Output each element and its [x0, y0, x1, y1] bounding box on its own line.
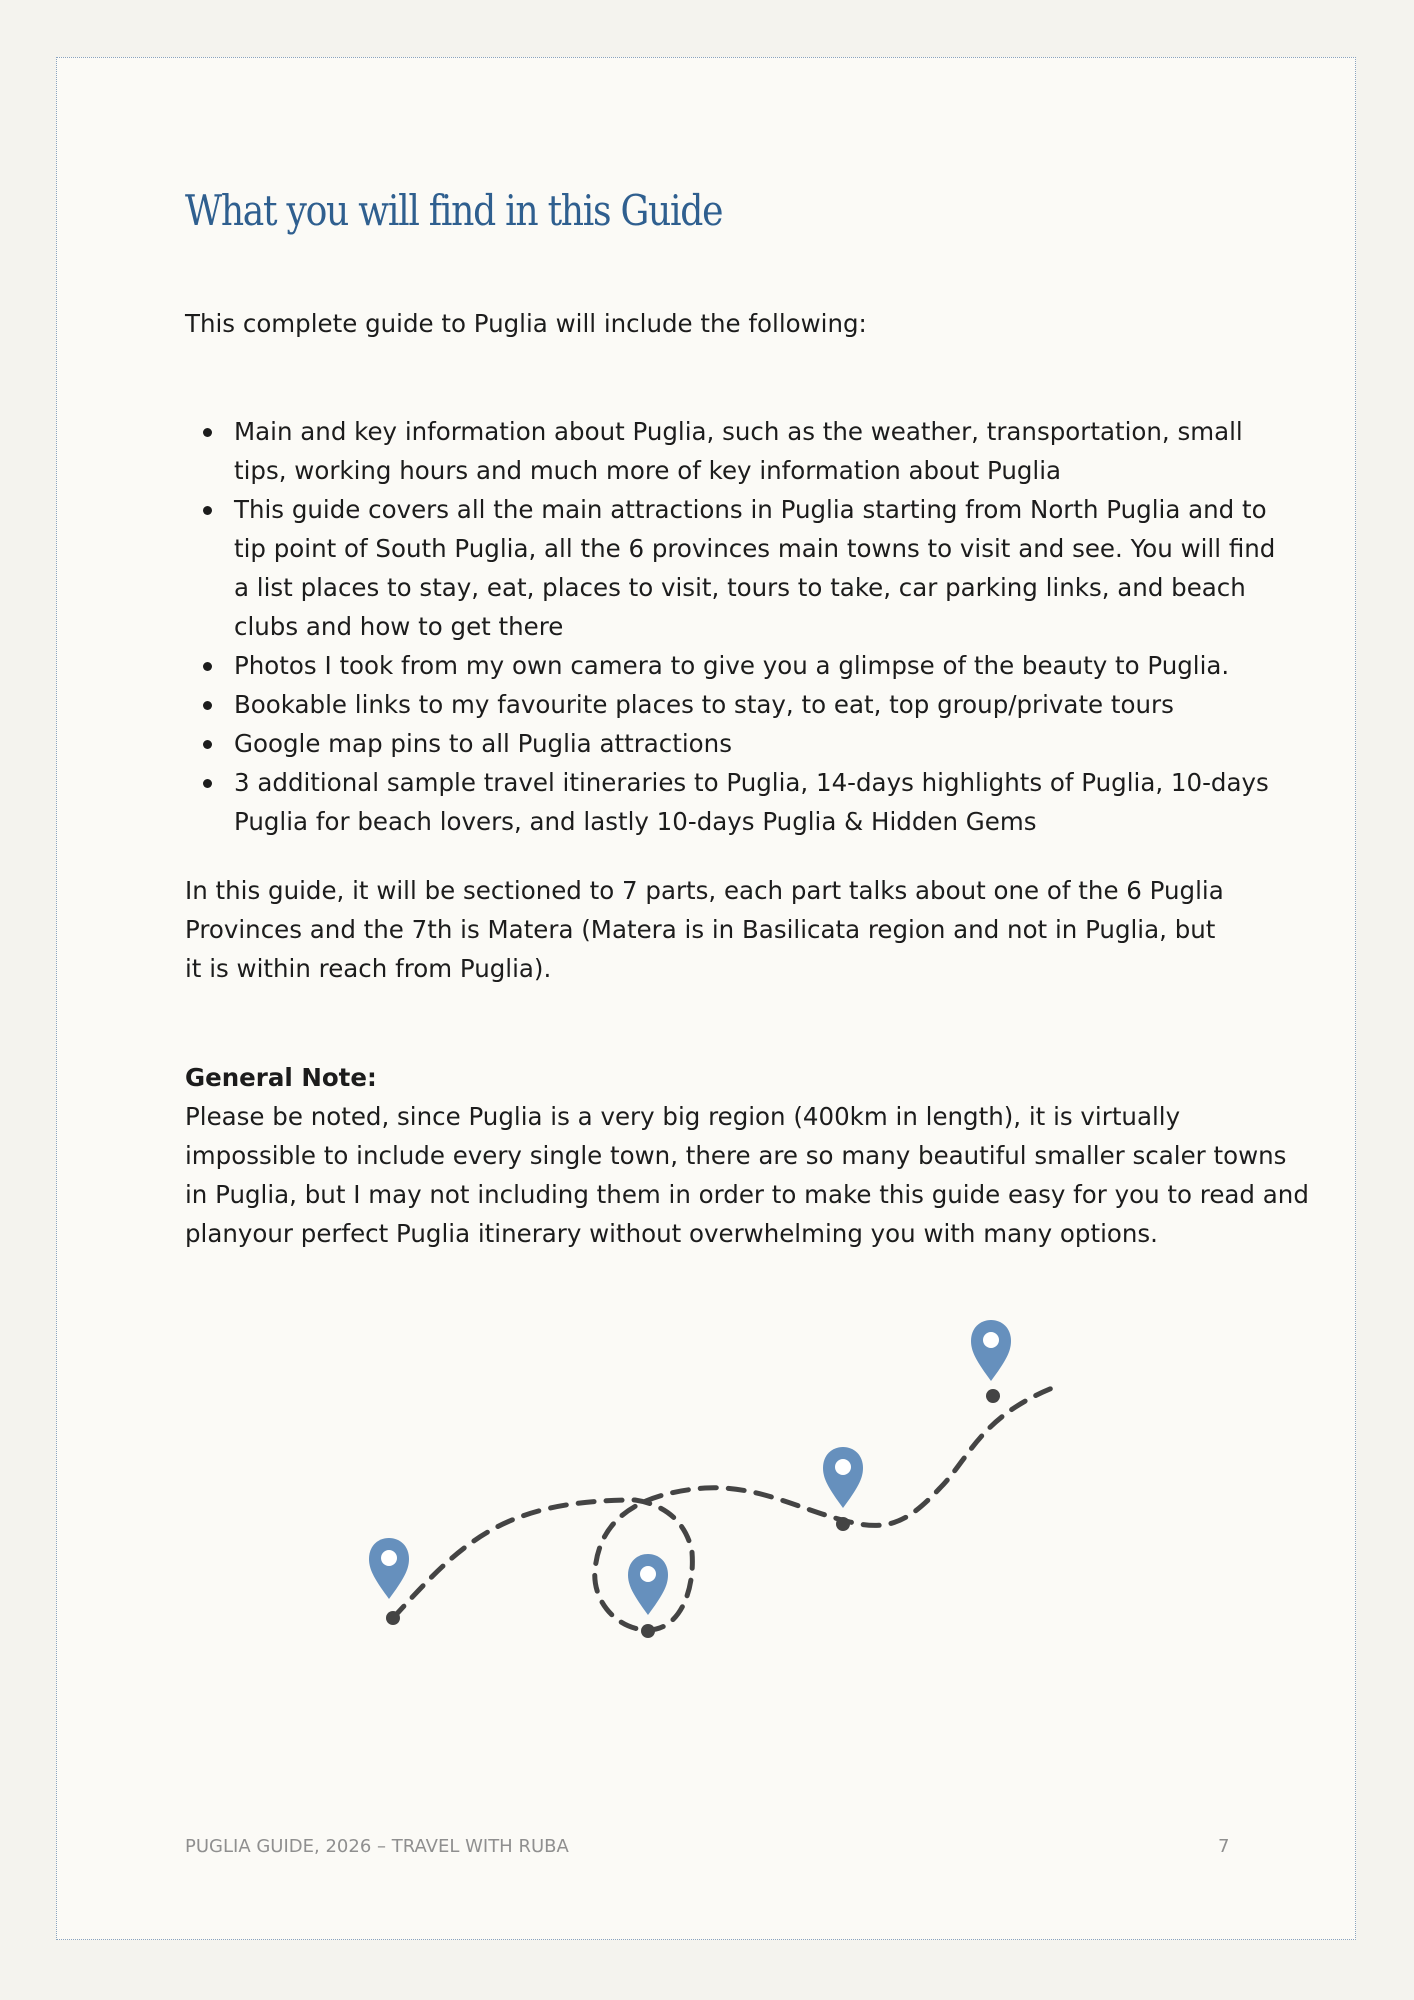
list-item-line: a list places to stay, eat, places to visit, tours to take, car parking links, and beach — [234, 573, 1246, 602]
page-title: What you will find in this Guide — [185, 186, 723, 235]
list-item — [185, 490, 1285, 646]
paragraph-line: impossible to include every single town, there are so many beautiful smaller scaler towns — [185, 1141, 1287, 1170]
paragraph-line: in Puglia, but I may not including them in order to make this guide easy for you to read and — [185, 1180, 1309, 1209]
list-item — [185, 763, 1285, 841]
sections-paragraph — [185, 871, 1224, 988]
bullet-icon — [203, 428, 212, 437]
list-item-line: tips, working hours and much more of key information about Puglia — [234, 456, 1062, 485]
footer-guide-title: PUGLIA GUIDE, 2026 – TRAVEL WITH RUBA — [185, 1836, 569, 1857]
list-item-line: Photos I took from my own camera to give you a glimpse of the beauty to Puglia. — [234, 651, 1230, 680]
bullet-icon — [203, 779, 212, 788]
map-pin-icon — [823, 1447, 863, 1531]
note-paragraph — [185, 1097, 1309, 1253]
list-item — [185, 646, 1285, 685]
dashed-route-icon — [393, 1385, 1060, 1630]
intro-text: This complete guide to Puglia will include the following: — [185, 309, 867, 338]
paragraph-line: Please be noted, since Puglia is a very big region (400km in length), it is virtually — [185, 1102, 1181, 1131]
list-item — [185, 685, 1285, 724]
list-item — [185, 724, 1285, 763]
list-item-line: 3 additional sample travel itineraries to Puglia, 14-days highlights of Puglia, 10-days — [234, 768, 1269, 797]
bullet-icon — [203, 662, 212, 671]
paragraph-line: Provinces and the 7th is Matera (Matera is in Basilicata region and not in Puglia, but — [185, 915, 1216, 944]
route-map-illustration — [330, 1300, 1090, 1660]
page-number: 7 — [1218, 1836, 1230, 1857]
bullet-icon — [203, 506, 212, 515]
feature-list — [185, 412, 1285, 841]
map-pin-icon — [971, 1320, 1011, 1403]
list-item-line: Google map pins to all Puglia attractions — [234, 729, 732, 758]
list-item-line: Bookable links to my favourite places to stay, to eat, top group/private tours — [234, 690, 1174, 719]
bullet-icon — [203, 701, 212, 710]
list-item — [185, 412, 1285, 490]
paragraph-line: it is within reach from Puglia). — [185, 954, 552, 983]
list-item-line: This guide covers all the main attractions in Puglia starting from North Puglia and to — [234, 495, 1267, 524]
paragraph-line: In this guide, it will be sectioned to 7 parts, each part talks about one of the 6 Puglia — [185, 876, 1224, 905]
list-item-line: Puglia for beach lovers, and lastly 10-days Puglia & Hidden Gems — [234, 807, 1037, 836]
list-item-line: clubs and how to get there — [234, 612, 564, 641]
list-item-line: Main and key information about Puglia, such as the weather, transportation, small — [234, 417, 1243, 446]
note-heading: General Note: — [185, 1063, 377, 1092]
bullet-icon — [203, 740, 212, 749]
map-pin-icon — [369, 1538, 409, 1625]
list-item-line: tip point of South Puglia, all the 6 provinces main towns to visit and see. You will find — [234, 534, 1276, 563]
paragraph-line: planyour perfect Puglia itinerary without overwhelming you with many options. — [185, 1219, 1158, 1248]
